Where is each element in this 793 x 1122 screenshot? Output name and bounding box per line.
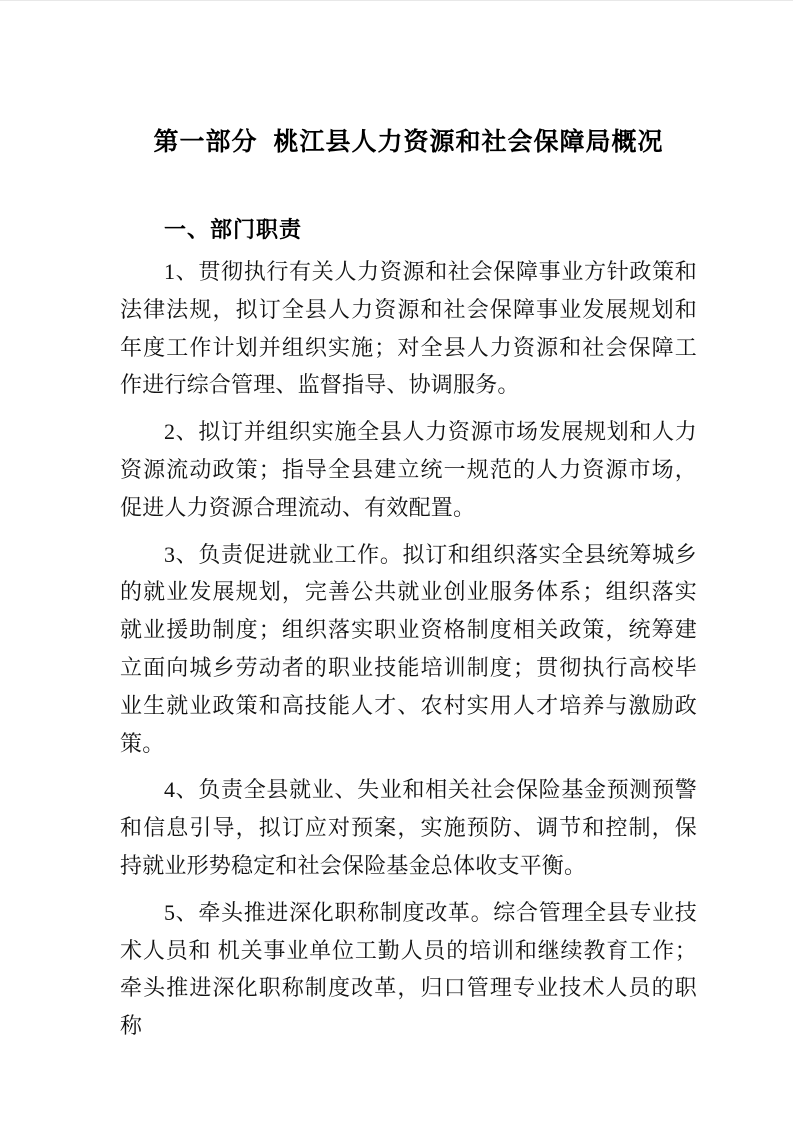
paragraph-5: 5、牵头推进深化职称制度改革。综合管理全县专业技术人员和 机关事业单位工勤人员的培训和继续教育工作；牵头推进深化职称制度改革，归口管理专业技术人员的职称 [120,899,697,1039]
paragraph-3: 3、负责促进就业工作。拟订和组织落实全县统筹城乡的就业发展规划，完善公共就业创业服务体系；组织落实就业援助制度；组织落实职业资格制度相关政策，统筹建立面向城乡劳动者的职业技能培训制度；贯彻执行高校毕业生就业政策和高技能人才、农村实用人才培养与激励政策。 [120,541,697,756]
section-heading: 一、部门职责 [164,217,303,242]
paragraph-4: 4、负责全县就业、失业和相关社会保险基金预测预警和信息引导，拟订应对预案，实施预防、调节和控制，保持就业形势稳定和社会保险基金总体收支平衡。 [120,777,697,878]
paragraph-2: 2、拟订并组织实施全县人力资源市场发展规划和人力资源流动政策；指导全县建立统一规范的人力资源市场，促进人力资源合理流动、有效配置。 [120,419,697,520]
document-body [120,253,697,1045]
paragraph-1: 1、贯彻执行有关人力资源和社会保障事业方针政策和法律法规，拟订全县人力资源和社会保障事业发展规划和年度工作计划并组织实施；对全县人力资源和社会保障工作进行综合管理、监督指导、协调服务。 [120,259,697,398]
document-title: 第一部分 桃江县人力资源和社会保障局概况 [153,128,664,156]
